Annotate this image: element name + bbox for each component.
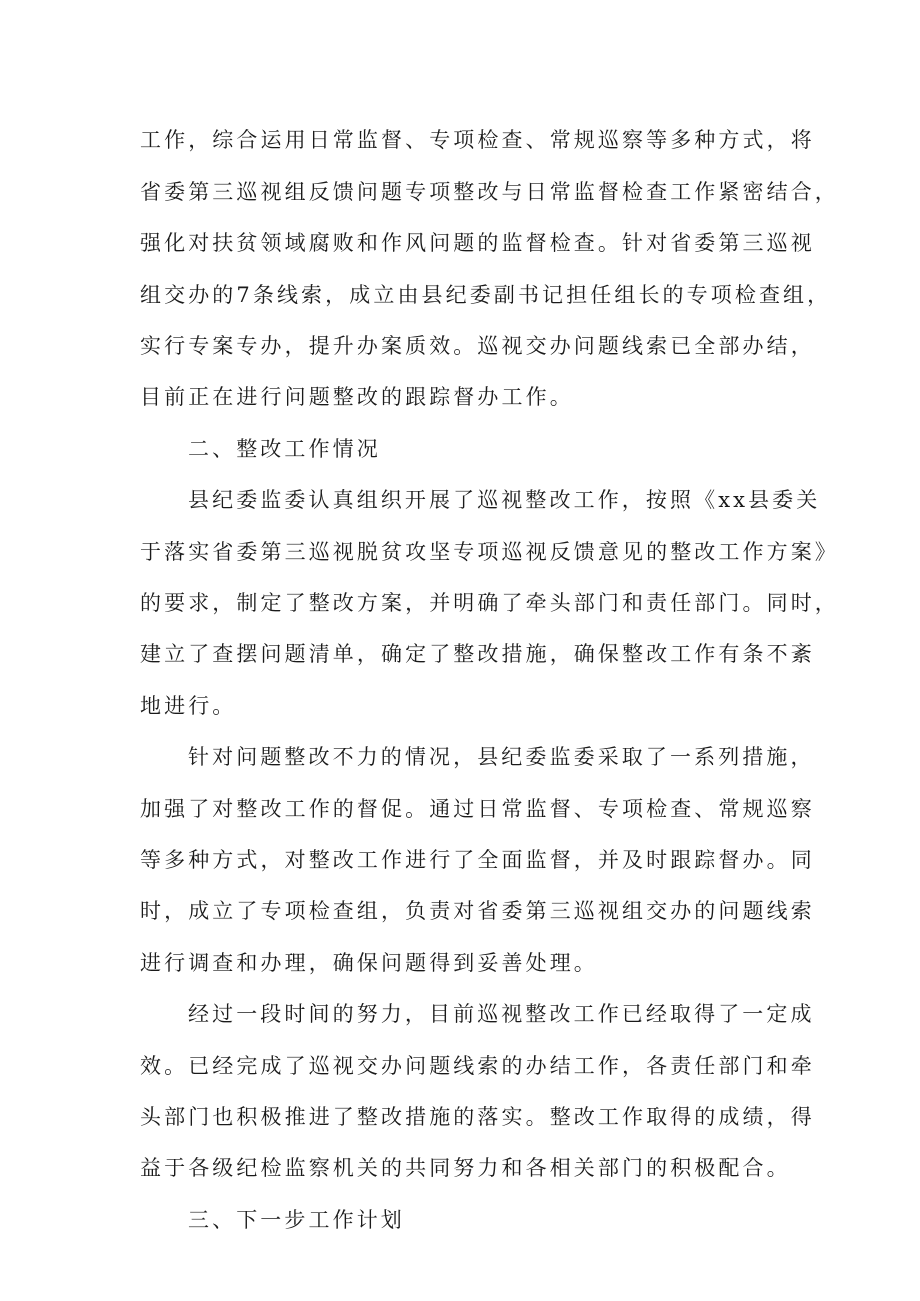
text-line: 组交办的7条线索，成立由县纪委副书记担任组长的专项检查组，: [140, 283, 832, 307]
text-line: 县纪委监委认真组织开展了巡视整改工作，按照《xx县委关: [188, 488, 821, 512]
text-line: 的要求，制定了整改方案，并明确了牵头部门和责任部门。同时，: [140, 591, 839, 615]
text-line: 目前正在进行问题整改的跟踪督办工作。: [140, 385, 574, 409]
text-line: 强化对扶贫领域腐败和作风问题的监督检查。针对省委第三巡视: [140, 231, 815, 255]
text-line: 省委第三巡视组反馈问题专项整改与日常监督检查工作紧密结合，: [140, 180, 839, 204]
text-line: 进行调查和办理，确保问题得到妥善处理。: [140, 951, 598, 975]
text-line: 时，成立了专项检查组，负责对省委第三巡视组交办的问题线索: [140, 899, 815, 923]
text-line: 工作，综合运用日常监督、专项检查、常规巡察等多种方式，将: [140, 128, 815, 152]
section-heading: 三、下一步工作计划: [188, 1208, 405, 1232]
text-line: 建立了查摆问题清单，确定了整改措施，确保整改工作有条不紊: [140, 642, 815, 666]
text-line: 等多种方式，对整改工作进行了全面监督，并及时跟踪督办。同: [140, 848, 815, 872]
text-line: 实行专案专办，提升办案质效。巡视交办问题线索已全部办结，: [140, 334, 815, 358]
text-line: 地进行。: [140, 694, 237, 718]
text-line: 针对问题整改不力的情况，县纪委监委采取了一系列措施，: [188, 745, 815, 769]
text-line: 于落实省委第三巡视脱贫攻坚专项巡视反馈意见的整改工作方案》: [140, 540, 839, 564]
text-line: 加强了对整改工作的督促。通过日常监督、专项检查、常规巡察: [140, 797, 815, 821]
text-line: 头部门也积极推进了整改措施的落实。整改工作取得的成绩，得: [140, 1105, 815, 1129]
text-line: 经过一段时间的努力，目前巡视整改工作已经取得了一定成: [188, 1002, 815, 1026]
text-line: 益于各级纪检监察机关的共同努力和各相关部门的积极配合。: [140, 1156, 791, 1180]
text-line: 效。已经完成了巡视交办问题线索的办结工作，各责任部门和牵: [140, 1054, 815, 1078]
section-heading: 二、整改工作情况: [188, 437, 381, 461]
